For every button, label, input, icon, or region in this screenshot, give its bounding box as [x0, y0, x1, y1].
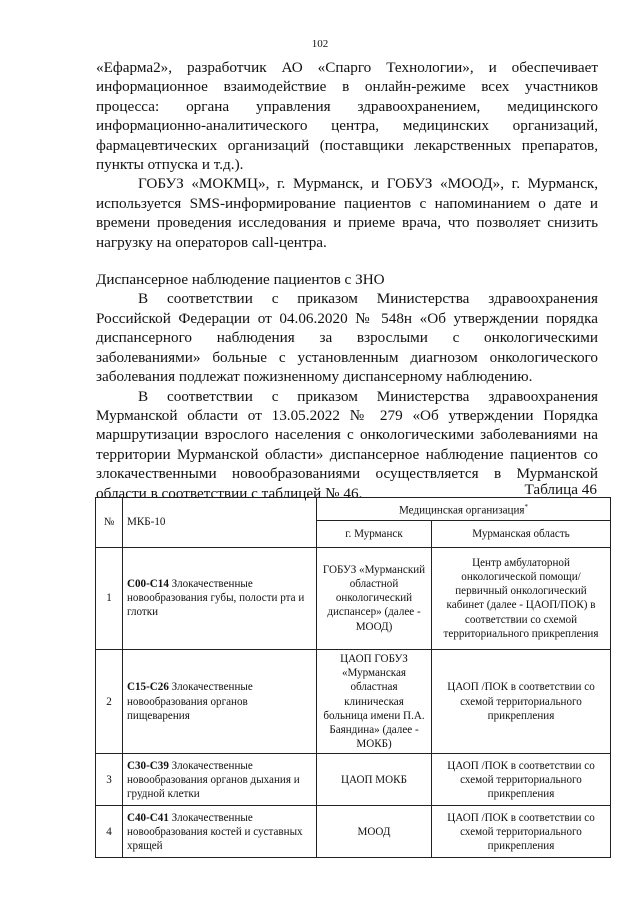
- row-icd: [123, 754, 317, 806]
- row-murmansk-org: МООД: [317, 806, 432, 858]
- header-org-label: Медицинская организация: [398, 504, 525, 517]
- row-icd: [123, 547, 317, 649]
- table-row: [96, 649, 611, 753]
- section-heading: Диспансерное наблюдение пациентов с ЗНО: [96, 271, 385, 289]
- row-region-org: ЦАОП /ПОК в соответствии со схемой территориального прикрепления: [432, 806, 611, 858]
- row-icd-code: С00-С14: [127, 578, 169, 591]
- header-murmansk: г. Мурманск: [317, 520, 432, 547]
- row-icd-desc: Злокачественные новообразования костей и суставных хрящей: [127, 811, 303, 852]
- table-row: [96, 754, 611, 806]
- row-number: 3: [96, 754, 123, 806]
- header-medical-organization: [317, 498, 611, 521]
- paragraph-2: ГОБУЗ «МОКМЦ», г. Мурманск, и ГОБУЗ «МООД», г. Мурманск, используется SMS-информирование пациентов с напоминанием о дате и времени проведения исследования и приеме врача, что позволяет снизить нагрузку на операторов call-центра.: [96, 175, 598, 251]
- row-icd-code: С30-С39: [127, 759, 169, 772]
- row-number: 1: [96, 547, 123, 649]
- document-body: [96, 58, 598, 503]
- row-icd-code: С40-С41: [127, 811, 169, 824]
- row-number: 4: [96, 806, 123, 858]
- row-icd-desc: Злокачественные новообразования органов дыхания и грудной клетки: [127, 759, 300, 800]
- table-row: [96, 806, 611, 858]
- row-icd-desc: Злокачественные новообразования органов пищеварения: [127, 681, 253, 722]
- table-row: [96, 547, 611, 649]
- row-region-org: ЦАОП /ПОК в соответствии со схемой территориального прикрепления: [432, 754, 611, 806]
- row-murmansk-org: ЦАОП МОКБ: [317, 754, 432, 806]
- row-murmansk-org: ГОБУЗ «Мурманский областной онкологический диспансер» (далее - МООД): [317, 547, 432, 649]
- paragraph-4: В соответствии с приказом Министерства здравоохранения Мурманской области от 13.05.2022 № 279 «Об утверждении Порядка маршрутизации взрослого населения с онкологическими заболеваниями на территории Мурманской области» диспансерное наблюдение пациентов со злокачественными новообразованиями осуществляется в Мурманской области в соответствии с таблицей № 46.: [96, 387, 598, 502]
- routing-table: [95, 497, 611, 858]
- paragraph-3: В соответствии с приказом Министерства здравоохранения Российской Федерации от 04.06.2020 № 548н «Об утверждении порядка диспансерного наблюдения за взрослыми с онкологическими заболеваниями» больные с установленным диагнозом онкологического заболевания подлежат пожизненному диспансерному наблюдению.: [96, 290, 598, 386]
- row-number: 2: [96, 649, 123, 753]
- header-region: Мурманская область: [432, 520, 611, 547]
- page-number: 102: [311, 38, 329, 50]
- row-region-org: Центр амбулаторной онкологической помощи/ первичный онкологический кабинет (далее - ЦАОП/ПОК) в соответствии со схемой территориального прикрепления: [432, 547, 611, 649]
- header-icd10: МКБ-10: [123, 498, 317, 548]
- row-icd: [123, 649, 317, 753]
- row-icd: [123, 806, 317, 858]
- paragraph-1: «Ефарма2», разработчик АО «Спарго Технологии», и обеспечивает информационное взаимодействие в онлайн-режиме всех участников процесса: органа управления здравоохранением, медицинского информационно-аналитического центра, медицинских организаций, фармацевтических организаций (поставщики лекарственных препаратов, пункты отпуска и т.д.).: [96, 59, 598, 174]
- header-number: №: [96, 498, 123, 548]
- row-region-org: ЦАОП /ПОК в соответствии со схемой территориального прикрепления: [432, 649, 611, 753]
- table-caption: Таблица 46: [524, 481, 597, 498]
- row-icd-desc: Злокачественные новообразования губы, полости рта и глотки: [127, 578, 305, 619]
- row-icd-code: С15-С26: [127, 681, 169, 694]
- header-org-footnote-mark: *: [524, 503, 529, 511]
- row-murmansk-org: ЦАОП ГОБУЗ «Мурманская областная клиническая больница имени П.А. Баяндина» (далее - МОКБ): [317, 649, 432, 753]
